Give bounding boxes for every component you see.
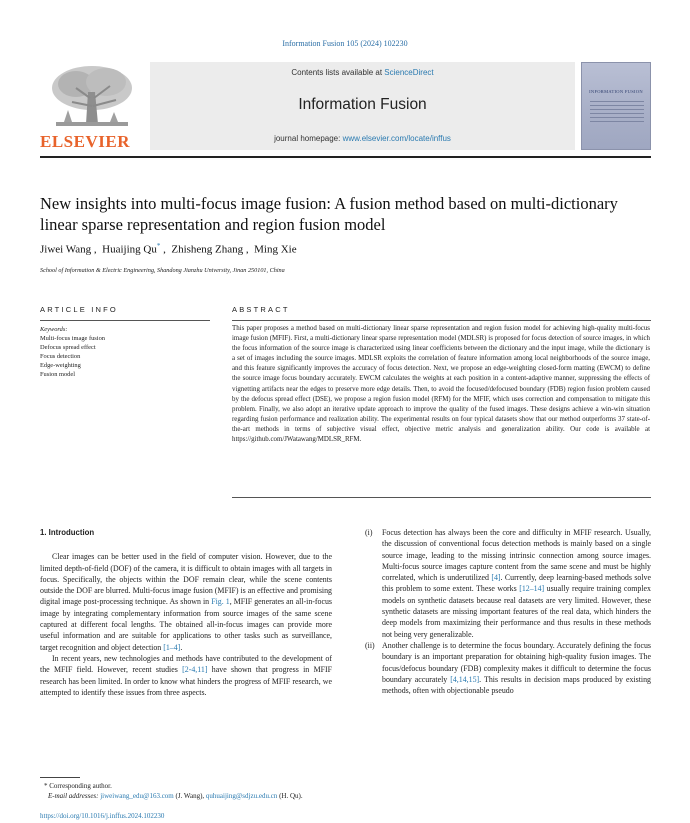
figure-ref-link[interactable]: Fig. 1 — [211, 597, 230, 607]
journal-name: Information Fusion — [298, 96, 427, 113]
journal-header — [40, 62, 651, 152]
homepage-link[interactable]: www.elsevier.com/locate/inffus — [342, 134, 451, 143]
homepage-line — [150, 134, 575, 143]
affiliation: School of Information & Electric Engineering, Shandong Jianzhu University, Jinan 250101, China — [40, 267, 285, 274]
cover-title: INFORMATION FUSION — [589, 89, 643, 94]
keywords-label: Keywords: — [40, 326, 68, 333]
contents-prefix: Contents lists available at — [291, 68, 385, 77]
intro-paragraph-2 — [40, 653, 332, 698]
keyword-item: Fusion model — [40, 370, 75, 378]
email-link[interactable]: quhuaijing@sdjzu.edu.cn — [205, 792, 278, 800]
paragraph-text: usually require training complex models on synthetic datasets because real datasets are very limited. However, these synthetic datasets are missing important features of the real data, which hinders the deep models from maximizing their performance and thus results in these methods not being very generalizable. — [382, 584, 651, 639]
keyword-item: Defocus spread effect — [40, 343, 96, 351]
elsevier-logo[interactable] — [40, 62, 144, 150]
email-label: E-mail addresses: — [48, 792, 101, 800]
left-column — [40, 527, 332, 698]
issue-number: (i) — [365, 528, 373, 537]
citation-link[interactable]: [2-4,11] — [182, 665, 208, 675]
abstract-rule — [232, 320, 651, 321]
article-info-heading: ARTICLE INFO — [40, 305, 118, 314]
paragraph-text: . This results in decision maps produced by existing methods, often with objectionable pseudo — [382, 674, 651, 696]
corresponding-author-mark[interactable]: * — [156, 242, 161, 250]
elsevier-tree-icon — [46, 62, 138, 132]
paragraph-text: In recent years, new technologies and methods have contributed to the development of the MFIF field. However, recent studies — [40, 653, 332, 675]
paragraph-text: have shown that progress in MFIF research has been limited. In order to know what hinders the progress of MFIF research, we attempted to identify these issues from three aspects. — [40, 665, 332, 697]
homepage-prefix: journal homepage: — [274, 134, 343, 143]
issue-item-ii — [365, 640, 651, 696]
elsevier-wordmark: ELSEVIER — [40, 132, 130, 151]
issue-item-i — [365, 527, 651, 640]
corresponding-author-note: * Corresponding author. — [44, 782, 112, 790]
section-heading-introduction: 1. Introduction — [40, 528, 95, 537]
author-list: Jiwei Wang , Huaijing Qu* , Zhisheng Zhang , Ming Xie — [40, 242, 297, 256]
author-name[interactable]: Ming Xie — [254, 243, 297, 256]
intro-paragraph-1 — [40, 551, 332, 653]
doi-link[interactable]: https://doi.org/10.1016/j.inffus.2024.102230 — [40, 812, 165, 820]
journal-citation[interactable]: Information Fusion 105 (2024) 102230 — [282, 39, 408, 48]
citation-link[interactable]: [4,14,15] — [450, 674, 480, 684]
paragraph-text: . — [180, 642, 183, 652]
sciencedirect-link[interactable]: ScienceDirect — [384, 68, 434, 77]
email-link[interactable]: jiweiwang_edu@163.com — [100, 792, 174, 800]
right-column — [365, 527, 651, 696]
issue-number: (ii) — [365, 640, 375, 650]
keywords-block — [40, 326, 210, 379]
author-name[interactable]: Zhisheng Zhang — [171, 243, 244, 256]
header-divider — [40, 156, 651, 158]
author-name[interactable]: Huaijing Qu — [102, 243, 157, 256]
contents-line — [150, 68, 575, 77]
citation-link[interactable]: [1–4] — [163, 642, 181, 652]
abstract-text: This paper proposes a method based on multi-dictionary linear sparse representation and region fusion model for achieving high-quality multi-focus image fusion (MFIF). First, a multi-dictionary linear sparse representation model (MDLSR) is proposed for focus detection of source images, in which the focus information of the source image is characterized using linear coefficients between the dictionary and the input image, while the dictionary is a set of images including the source images. MDLSR exploits the correlation of feature information among local neighborhoods of the source image, and this feature significantly improves the accuracy of focus detection. Next, we propose an edge-weighting closed-form matting (EWCM) to define the source image focus boundary accurately. EWCM calculates the weights at each position in a content-adaptive manner, suppressing the effects of vignetting artifacts near the edges to preserve more edge details. Then, to avoid the focused/defocused boundary (FDB) region fusion problem caused by the defocus spread effect (DSE), we propose a region fusion model (RFM) for the MFIF, which uses correction and compensation to mitigate this problem. Finally, we also adopt an iterative update approach to improve the quality of the fused images. These designs achieve a win-win situation regarding fusion performance and realization ability. The experimental results on four typical datasets show that our method outperforms 37 state-of-the-art methods in terms of subjective visual effect, objective metric analysis and generalization ability. Our code is available at https://github.com/JWatawang/MDLSR_RFM. — [232, 325, 650, 444]
author-name[interactable]: Jiwei Wang — [40, 243, 92, 256]
abstract-heading: ABSTRACT — [232, 305, 290, 314]
keyword-item: Multi-focus image fusion — [40, 334, 105, 342]
keyword-item: Focus detection — [40, 352, 81, 360]
keyword-item: Edge-weighting — [40, 361, 81, 369]
citation-link[interactable]: [12–14] — [519, 584, 545, 594]
journal-cover-thumbnail[interactable] — [581, 62, 651, 150]
article-title: New insights into multi-focus image fusion: A fusion method based on multi-dictionary linear sparse representation and region fusion model — [40, 194, 618, 234]
email-owner: (H. Qu). — [277, 792, 303, 800]
paragraph-text: Clear images can be better used in the field of computer vision. However, due to the limited depth-of-field (DOF) of the camera, it is difficult to obtain images with all targets in focus. Specifically, the objects within the DOF remain clear, while the scene contents outside the DOF are blurred. Multi-focus image fusion (MFIF) is an effective and promising digital image post-processing technique. As shown in — [40, 552, 332, 607]
email-owner: (J. Wang), — [173, 792, 206, 800]
footnote-rule — [40, 777, 80, 778]
paragraph-text: Another challenge is to determine the focus boundary. Accurately defining the focus boundary is an important preparation for obtaining high-quality fusion images. The focus/defocus boundary (FDB) complexity makes it difficult to determine the focus boundary accurately — [382, 640, 651, 684]
cover-decoration — [590, 101, 644, 125]
email-footnote — [48, 792, 303, 800]
abstract-bottom-rule — [232, 497, 651, 498]
paragraph-text: . Currently, deep learning-based methods solve this problem to some extent. These works — [382, 573, 651, 594]
article-info-rule — [40, 320, 210, 321]
paragraph-text: Focus detection has always been the core and difficulty in MFIF research. Usually, the discussion of conventional focus detection methods is mainly based on a single source image, leading to the missing intrinsic connection among source images. Multi-focus source images capture content from the same scene and must be highly correlated, which is underutilized — [382, 528, 651, 583]
journal-banner — [150, 62, 575, 150]
paragraph-text: , MFIF generates an all-in-focus image by integrating complementary information from source images of the same scene captured at different focal lengths. The obtained all-in-focus images can provide more useful information and are suitable for applications to other tasks such as surveillance, target recognition and object detection — [40, 597, 332, 652]
citation-link[interactable]: [4] — [491, 573, 501, 583]
